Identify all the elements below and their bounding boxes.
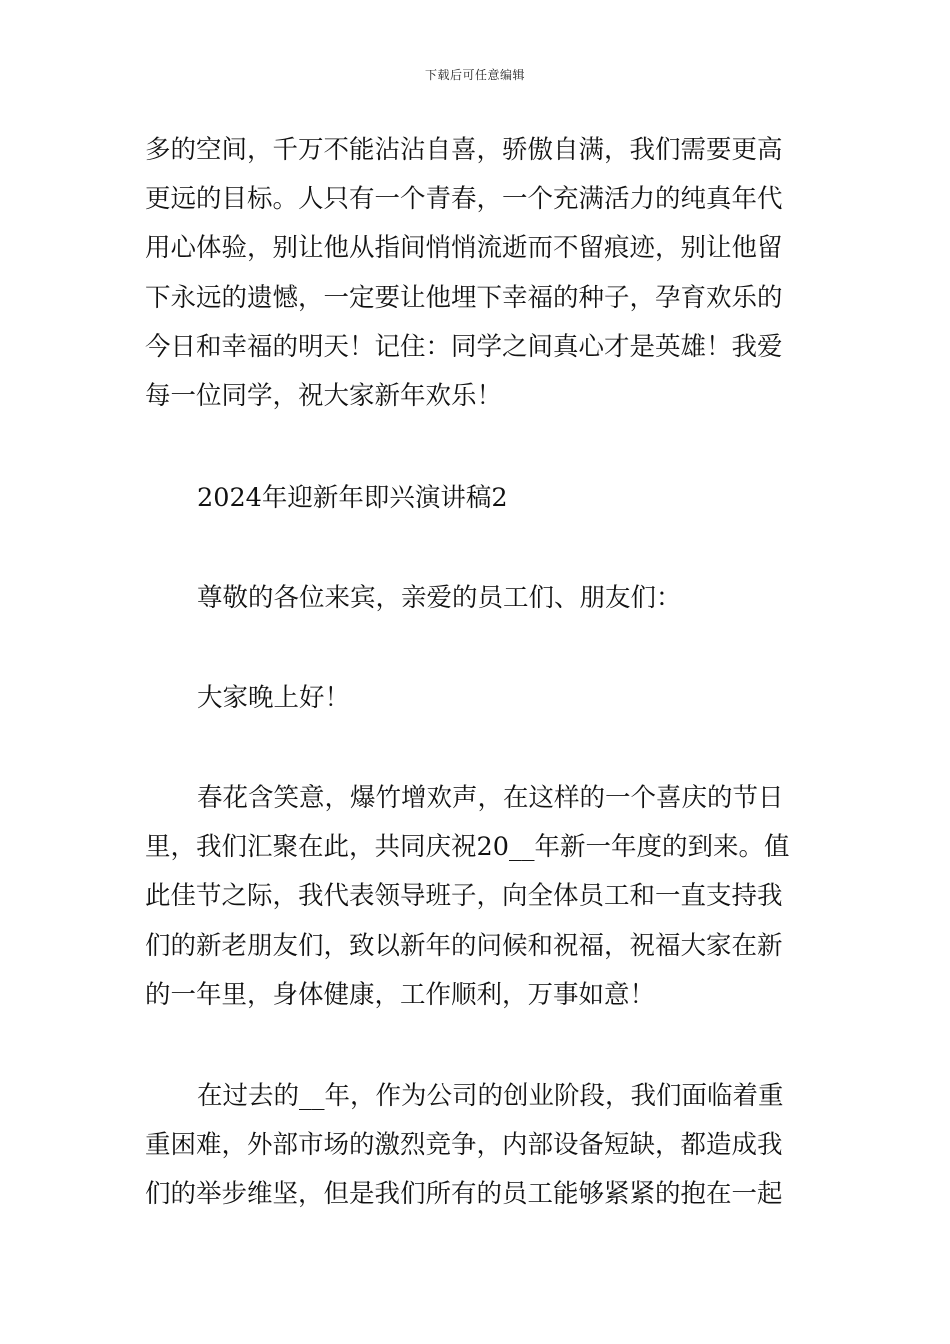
hello-line: 大家晚上好！ [197, 683, 351, 713]
text-line: 春花含笑意，爆竹增欢声，在这样的一个喜庆的节日 [197, 783, 784, 813]
text-line: 用心体验，别让他从指间悄悄流逝而不留痕迹，别让他留 [145, 233, 783, 264]
text-line: 多的空间，千万不能沾沾自喜，骄傲自满，我们需要更高 [145, 135, 783, 165]
speech-title: 2024年迎新年即兴演讲稿2 [197, 483, 508, 513]
text-line: 每一位同学，祝大家新年欢乐！ [145, 381, 503, 412]
text-line: 更远的目标。人只有一个青春，一个充满活力的纯真年代 [145, 184, 783, 215]
greeting-line: 尊敬的各位来宾，亲爱的员工们、朋友们： [197, 583, 682, 613]
paragraph-continuation [145, 126, 809, 421]
paragraph-2 [145, 774, 809, 1020]
text-line: 的一年里，身体健康，工作顺利，万事如意！ [145, 979, 656, 1010]
text-line: 今日和幸福的明天！记住：同学之间真心才是英雄！我爱 [145, 331, 783, 362]
hello-block [145, 674, 809, 723]
text-line: 在过去的__年，作为公司的创业阶段，我们面临着重 [197, 1081, 784, 1111]
text-line: 重困难，外部市场的激烈竞争，内部设备短缺，都造成我 [145, 1130, 783, 1161]
text-line: 此佳节之际，我代表领导班子，向全体员工和一直支持我 [145, 881, 783, 912]
text-line: 下永远的遗憾，一定要让他埋下幸福的种子，孕育欢乐的 [145, 282, 783, 313]
greeting-block [145, 574, 809, 623]
text-line: 里，我们汇聚在此，共同庆祝20__年新一年度的到来。值 [145, 832, 790, 863]
section-title [145, 474, 809, 523]
paragraph-3 [145, 1072, 809, 1220]
text-line: 们的新老朋友们，致以新年的问候和祝福，祝福大家在新 [145, 930, 783, 961]
page-header: 下载后可任意编辑 [424, 68, 525, 82]
text-line: 们的举步维坚，但是我们所有的员工能够紧紧的抱在一起 [145, 1179, 783, 1210]
